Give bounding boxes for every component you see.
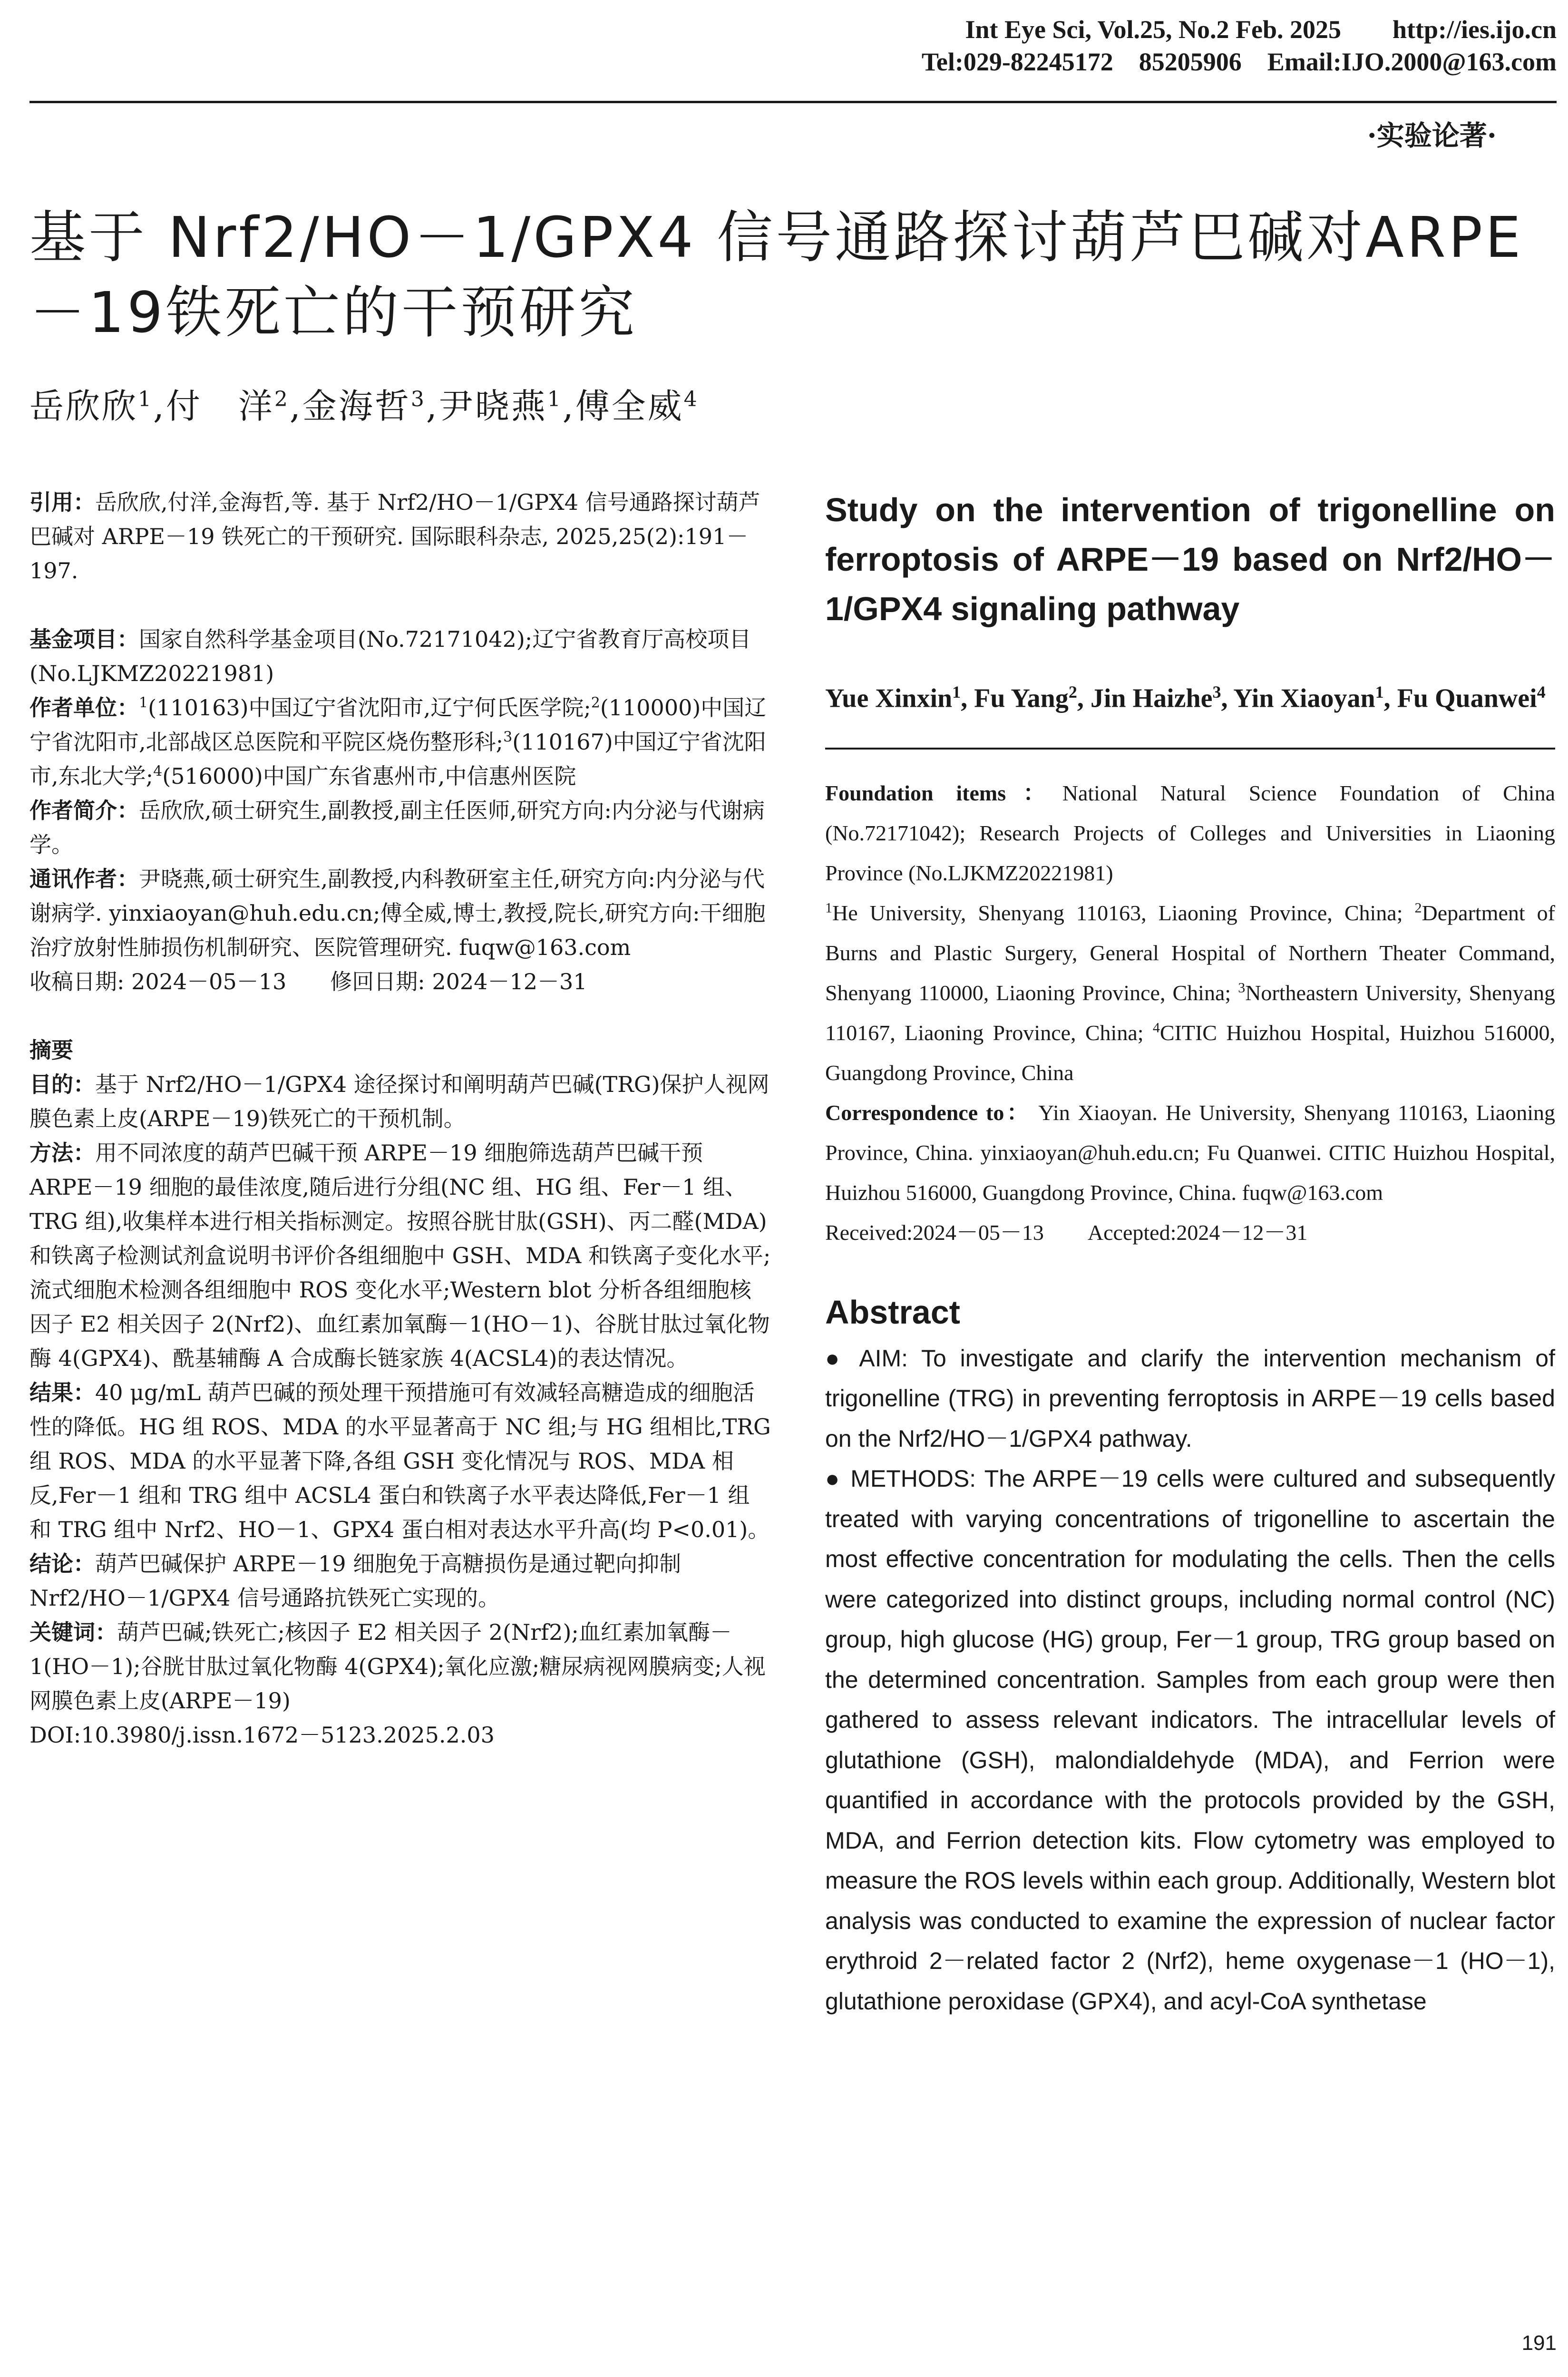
- keywords-cn: [29, 1615, 771, 1718]
- units-label: 作者单位：: [29, 695, 139, 721]
- author-affiliation-mark: 1: [547, 387, 563, 411]
- article-title-en: Study on the intervention of trigonelline on ferroptosis of ARPE－19 based on Nrf2/HO－1/GPX4 signaling pathway: [825, 491, 1555, 627]
- foundation-text: National Natural Science Foundation of China (No.72171042); Research Projects of Colleges and Universities in Liaoning Province (No.LJKMZ20221981): [825, 780, 1555, 885]
- conclusion-label: 结论：: [29, 1551, 95, 1577]
- author-affiliation-mark: 1: [1375, 682, 1384, 701]
- unit-mark: 4: [153, 763, 163, 780]
- page-number: 191: [1521, 2331, 1557, 2355]
- author-name-en: Fu Yang: [974, 683, 1069, 713]
- abstract-conclusion-cn: [29, 1547, 771, 1615]
- author-name: 傅全威: [575, 386, 684, 426]
- dates-en: Received:2024－05－13 Accepted:2024－12－31: [825, 1220, 1308, 1245]
- aff-text: Northeastern University, Shenyang 110167, Liaoning Province, China;: [825, 980, 1555, 1045]
- unit-text: (516000)中国广东省惠州市,中信惠州医院: [162, 763, 576, 789]
- unit-mark: 3: [503, 729, 513, 746]
- doi: DOI:10.3980/j.issn.1672－5123.2025.2.03: [29, 1722, 495, 1748]
- fund-text: 国家自然科学基金项目(No.72171042);辽宁省教育厅高校项目(No.LJKMZ20221981): [29, 626, 751, 686]
- aff-text: Department of Burns and Plastic Surgery, General Hospital of Northern Theater Command, Shenyang 110000, Liaoning Province, China;: [825, 900, 1555, 1005]
- unit-text: (110000)中国辽宁省沈阳市,北部战区总医院和平院区烧伤整形科;: [29, 695, 767, 755]
- aff-mark: 3: [1238, 980, 1246, 996]
- author-name: 付 洋: [166, 386, 274, 426]
- abstract-heading-cn: [29, 1033, 771, 1067]
- author-bio: [29, 793, 771, 862]
- author-name: 金海哲: [302, 386, 411, 426]
- aim-label: 目的：: [29, 1072, 95, 1097]
- citation-label: 引用：: [29, 489, 95, 515]
- author-affiliation-mark: 4: [683, 387, 699, 411]
- author-affiliation-mark: 3: [1212, 682, 1221, 701]
- journal-header-line1: Int Eye Sci, Vol.25, No.2 Feb. 2025 http://ies.ijo.cn: [965, 15, 1557, 44]
- left-column-cn: [29, 485, 771, 1752]
- corresponding-author: [29, 862, 771, 964]
- abstract-methods-cn: [29, 1136, 771, 1375]
- dates-cn: 收稿日期: 2024－05－13 修回日期: 2024－12－31: [29, 969, 587, 994]
- authors-en: Yue Xinxin$^1$, Fu Yang$^2$, Jin Haizhe$^3$, Yin Xiaoyan$^1$, Fu Quanwei$^4$: [825, 682, 1546, 713]
- author-name-en: Jin Haizhe: [1090, 683, 1213, 713]
- author-affiliation-mark: 3: [410, 387, 426, 411]
- results-label: 结果：: [29, 1380, 95, 1405]
- corr-label: 通讯作者：: [29, 866, 139, 892]
- unit-mark: 2: [591, 694, 600, 711]
- author-name-en: Fu Quanwei: [1397, 683, 1537, 713]
- abstract-aim-en: ● AIM: To investigate and clarify the intervention mechanism of trigonelline (TRG) in preventing ferroptosis in ARPE－19 cells based on the Nrf2/HO－1/GPX4 pathway.: [825, 1344, 1555, 1452]
- aff-mark: 2: [1414, 900, 1422, 916]
- author-affiliation-mark: 1: [138, 387, 154, 411]
- citation-text: 岳欣欣,付洋,金海哲,等. 基于 Nrf2/HO－1/GPX4 信号通路探讨葫芦巴碱对 ARPE－19 铁死亡的干预研究. 国际眼科杂志, 2025,25(2):191－197.: [29, 489, 760, 584]
- aff-text: CITIC Huizhou Hospital, Huizhou 516000, Guangdong Province, China: [825, 1020, 1556, 1085]
- keywords-text: 葫芦巴碱;铁死亡;核因子 E2 相关因子 2(Nrf2);血红素加氧酶－1(HO－1);谷胱甘肽过氧化物酶 4(GPX4);氧化应激;糖尿病视网膜病变;人视网膜色素上皮(ARPE－19): [29, 1619, 766, 1714]
- abstract-results-cn: [29, 1375, 771, 1547]
- author-units: [29, 691, 771, 793]
- methods-label: 方法：: [29, 1140, 95, 1166]
- author-affiliation-mark: 2: [274, 387, 290, 411]
- foundation-items: [825, 773, 1555, 893]
- unit-text: (110167)中国辽宁省沈阳市,东北大学;: [29, 729, 766, 789]
- author-name: 尹晓燕: [438, 386, 547, 426]
- aim-text: 基于 Nrf2/HO－1/GPX4 途径探讨和阐明葫芦巴碱(TRG)保护人视网膜色素上皮(ARPE－19)铁死亡的干预机制。: [29, 1072, 769, 1131]
- fund-label: 基金项目：: [29, 626, 139, 652]
- abstract-methods-en: ● METHODS: The ARPE－19 cells were cultured and subsequently treated with varying concentrations of trigonelline to ascertain the most effective concentration for modulating the cells. Then the cells were categorized into distinct groups, including normal control (NC) group, high glucose (HG) group, Fer－1 group, TRG group based on the determined concentration. Samples from each group were then gathered to assess relevant indicators. The intracellular levels of glutathione (GSH), malondialdehyde (MDA), and Ferrion were quantified in accordance with the protocols provided by the GSH, MDA, and Ferrion detection kits. Flow cytometry was employed to measure the ROS levels within each group. Additionally, Western blot analysis was conducted to examine the expression of nuclear factor erythroid 2－related factor 2 (Nrf2), heme oxygenase－1 (HO－1), glutathione peroxidase (GPX4), and acyl-CoA synthetase: [825, 1465, 1555, 2015]
- aff-text: He University, Shenyang 110163, Liaoning Province, China;: [832, 900, 1403, 925]
- results-text: 40 μg/mL 葫芦巴碱的预处理干预措施可有效减轻高糖造成的细胞活性的降低。HG 组 ROS、MDA 的水平显著高于 NC 组;与 HG 组相比,TRG 组 ROS、MDA 的水平显著下降,各组 GSH 变化情况与 ROS、MDA 相反,Fer－1 组和 TRG 组中 ACSL4 蛋白和铁离子水平表达降低,Fer－1 组和 TRG 组中 Nrf2、HO－1、GPX4 蛋白相对表达水平升高(均 P<0.01)。: [29, 1380, 771, 1542]
- fund-info: [29, 622, 771, 691]
- right-column-en: [825, 485, 1555, 2021]
- bio-text: 岳欣欣,硕士研究生,副教授,副主任医师,研究方向:内分泌与代谢病学。: [29, 798, 765, 857]
- citation: [29, 485, 771, 588]
- correspondence-en: [825, 1093, 1555, 1213]
- abstract-body-en: [825, 1338, 1555, 2022]
- abstract-aim-cn: [29, 1067, 771, 1136]
- en-rule: [825, 748, 1555, 750]
- author-affiliation-mark: 1: [952, 682, 961, 701]
- foundation-label: Foundation items：: [825, 780, 1062, 805]
- unit-mark: 1: [139, 694, 148, 711]
- correspondence-text: Yin Xiaoyan. He University, Shenyang 110163, Liaoning Province, China. yinxiaoyan@huh.edu.cn; Fu Quanwei. CITIC Huizhou Hospital, Huizhou 516000, Guangdong Province, China. fuqw@163.com: [825, 1100, 1555, 1205]
- aff-mark: 1: [825, 900, 832, 916]
- conclusion-text: 葫芦巴碱保护 ARPE－19 细胞免于高糖损伤是通过靶向抑制 Nrf2/HO－1/GPX4 信号通路抗铁死亡实现的。: [29, 1551, 682, 1611]
- affiliations-en: [825, 893, 1555, 1093]
- author-name: 岳欣欣: [29, 386, 138, 426]
- article-title-cn: 基于 Nrf2/HO－1/GPX4 信号通路探讨葫芦巴碱对ARPE－19铁死亡的干预研究: [29, 205, 1524, 345]
- methods-text: 用不同浓度的葫芦巴碱干预 ARPE－19 细胞筛选葫芦巴碱干预 ARPE－19 细胞的最佳浓度,随后进行分组(NC 组、HG 组、Fer－1 组、TRG 组),收集样本进行相关指标测定。按照谷胱甘肽(GSH)、丙二醛(MDA)和铁离子检测试剂盒说明书评价各组细胞中 GSH、MDA 和铁离子变化水平;流式细胞术检测各组细胞中 ROS 变化水平;Western blot 分析各组细胞核因子 E2 相关因子 2(Nrf2)、血红素加氧酶－1(HO－1)、谷胱甘肽过氧化物酶 4(GPX4)、酰基辅酶 A 合成酶长链家族 4(ACSL4)的表达情况。: [29, 1140, 771, 1371]
- author-affiliation-mark: 2: [1068, 682, 1077, 701]
- author-name-en: Yin Xiaoyan: [1233, 683, 1375, 713]
- keywords-label: 关键词：: [29, 1619, 117, 1645]
- en-info-block: [825, 773, 1555, 1253]
- author-affiliation-mark: 4: [1537, 682, 1546, 701]
- abstract-label: 摘要: [29, 1037, 73, 1063]
- correspondence-label: Correspondence to：: [825, 1100, 1032, 1125]
- section-label: ·实验论著·: [1367, 119, 1497, 152]
- author-name-en: Yue Xinxin: [825, 683, 953, 713]
- bio-label: 作者简介：: [29, 798, 139, 823]
- aff-mark: 4: [1152, 1020, 1160, 1036]
- authors-cn: 岳欣欣$^1$,付 洋$^2$,金海哲$^3$,尹晓燕$^1$,傅全威$^4$: [29, 386, 699, 426]
- corr-text: 尹晓燕,硕士研究生,副教授,内科教研室主任,研究方向:内分泌与代谢病学. yinxiaoyan@huh.edu.cn;傅全威,博士,教授,院长,研究方向:干细胞治疗放射性肺损伤机制研究、医院管理研究. fuqw@163.com: [29, 866, 766, 960]
- abstract-heading-en: Abstract: [825, 1293, 960, 1331]
- header-rule: [29, 101, 1557, 103]
- unit-text: (110163)中国辽宁省沈阳市,辽宁何氏医学院;: [148, 695, 591, 721]
- journal-header-line2: Tel:029-82245172 85205906 Email:IJO.2000@163.com: [921, 48, 1557, 76]
